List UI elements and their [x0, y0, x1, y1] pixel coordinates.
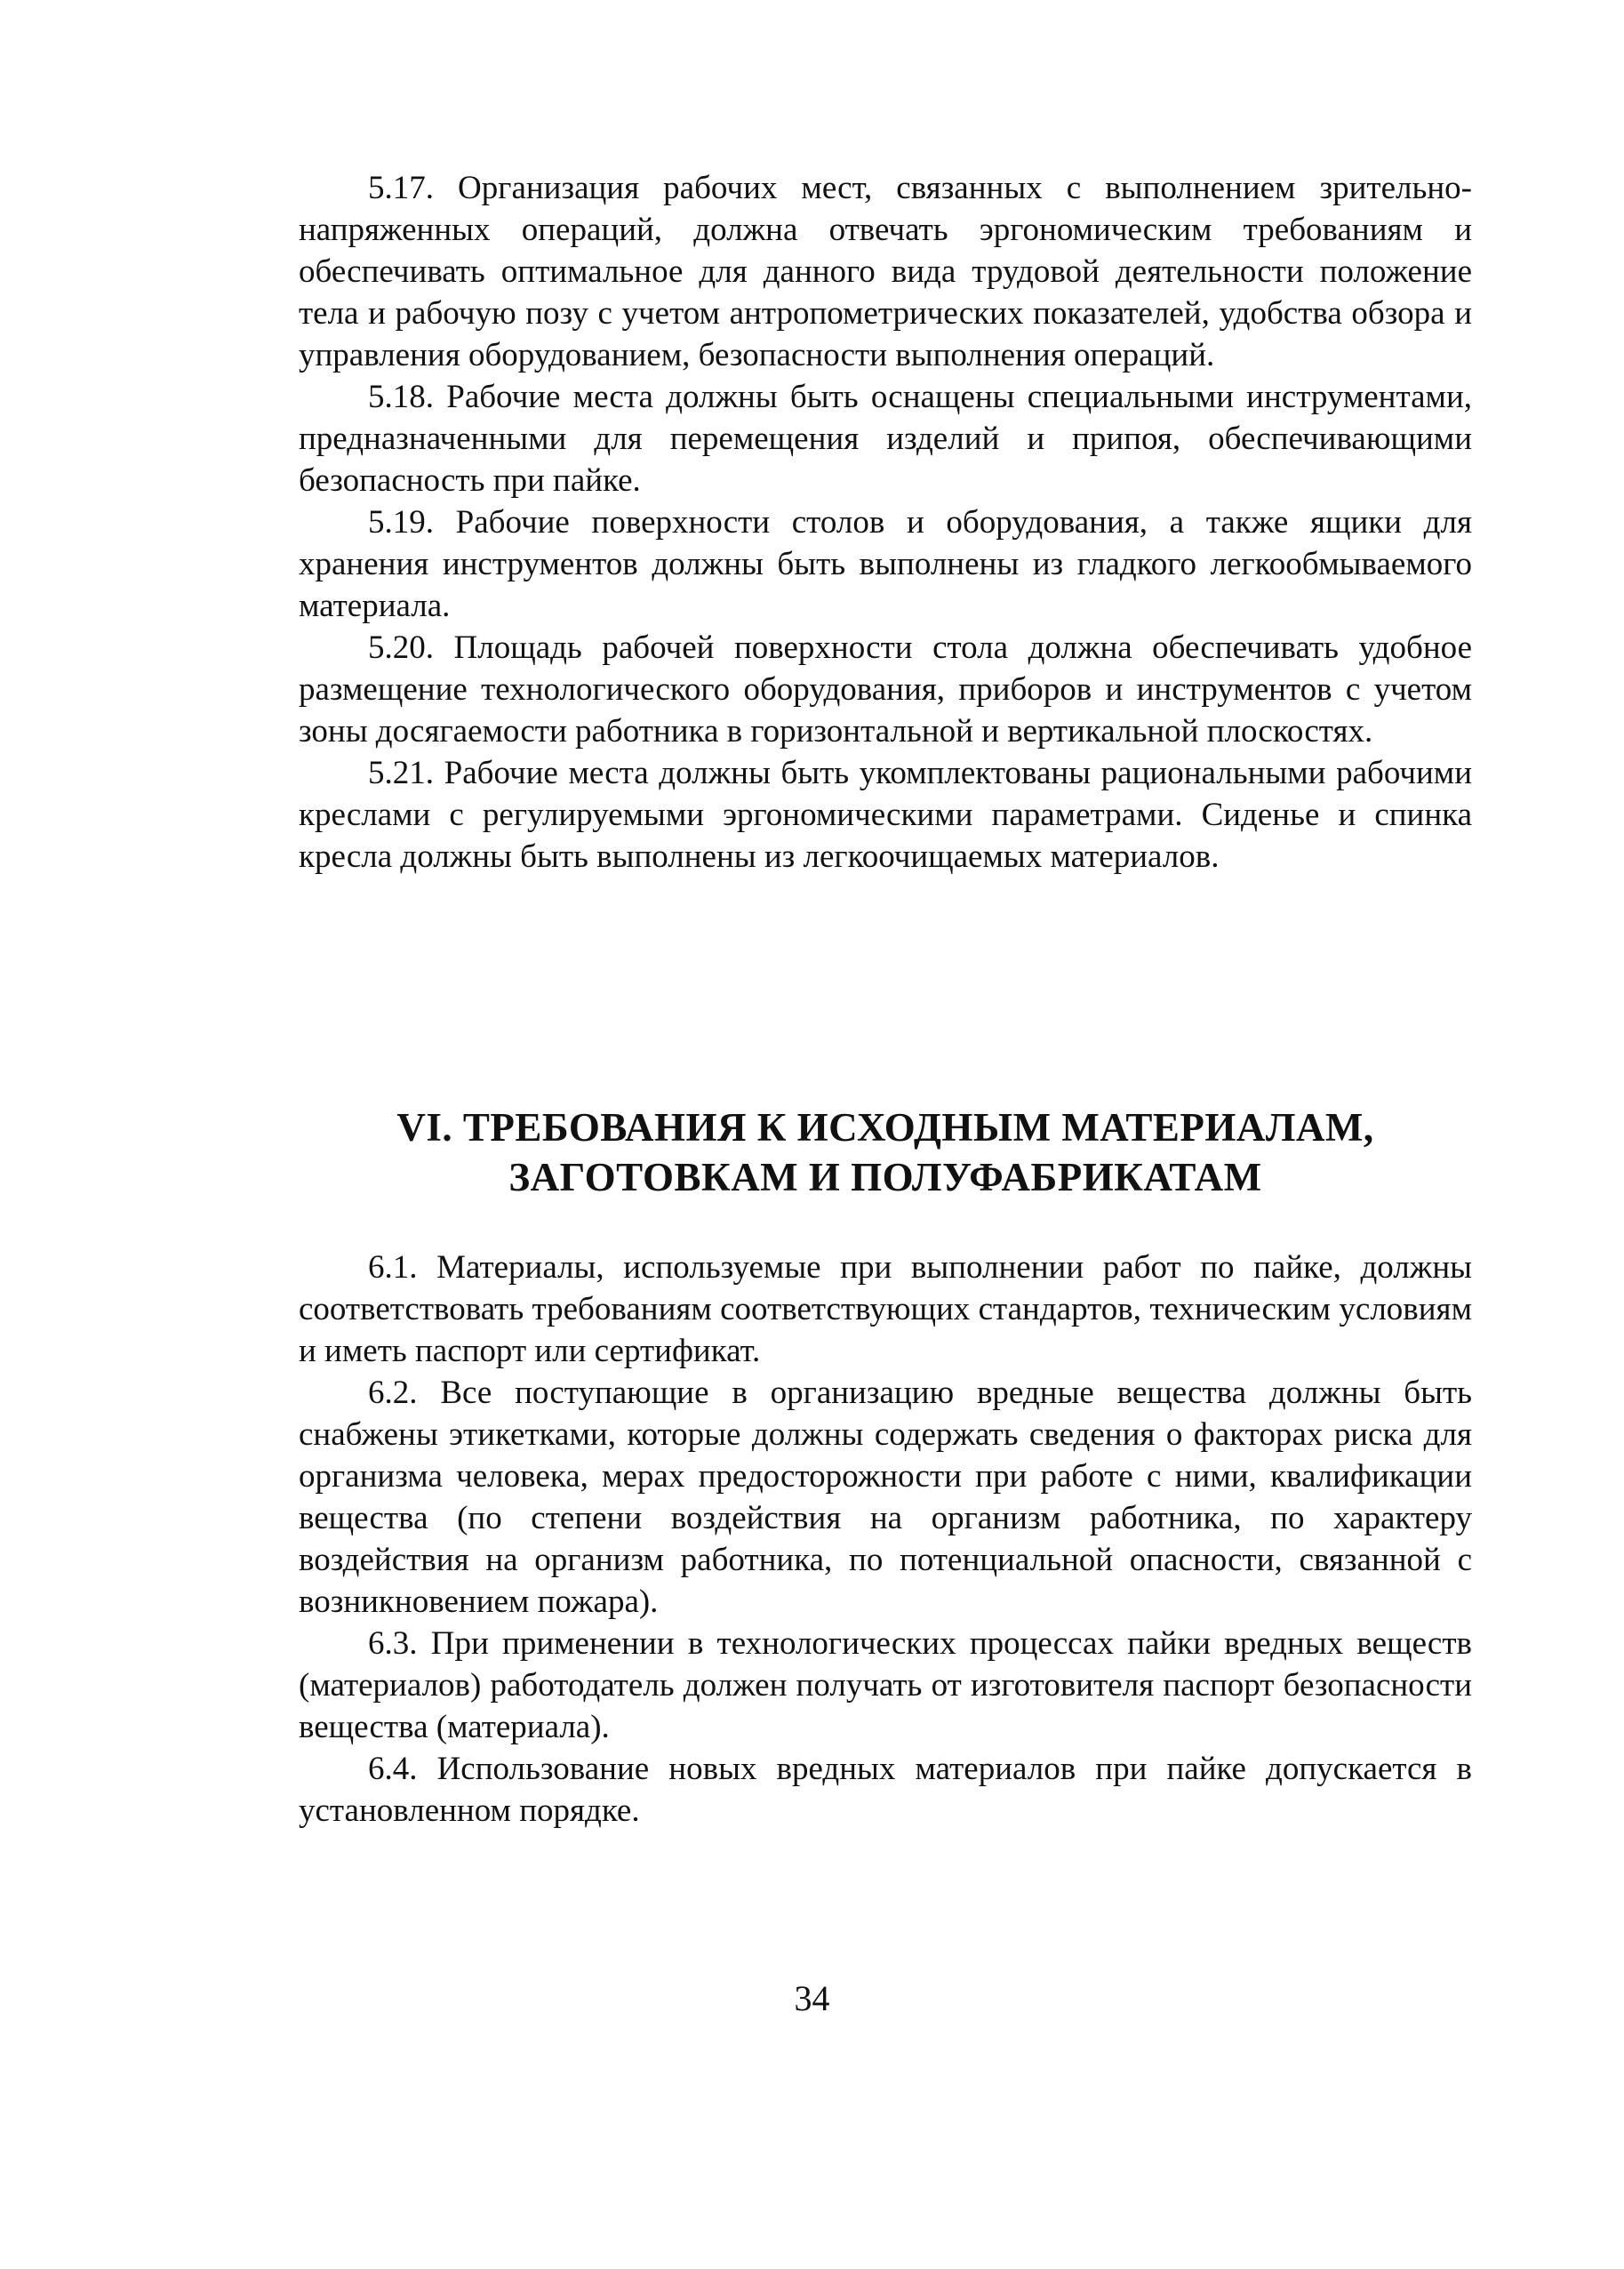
- paragraph-5-18: 5.18. Рабочие места должны быть оснащены специальными инструментами, предназначенными для перемещения изделий и припоя, обеспечивающими безопасность при пайке.: [299, 379, 1472, 499]
- paragraph-5-20: 5.20. Площадь рабочей поверхности стола должна обеспечивать удобное размещение технологического оборудования, приборов и инструментов с учетом зоны досягаемости работника в горизонтальной и вертикальной плоскостях.: [299, 629, 1472, 750]
- paragraph-5-19: 5.19. Рабочие поверхности столов и оборудования, а также ящики для хранения инструментов должны быть выполнены из гладкого легкообмываемого материала.: [299, 504, 1472, 624]
- paragraph-5-17: 5.17. Организация рабочих мест, связанных с выполнением зрительно-напряженных операций, должна отвечать эргономическим требованиям и обеспечивать оптимальное для данного вида трудовой деятельности положение тела и рабочую позу с учетом антропометрических показателей, удобства обзора и управления оборудованием, безопасности выполнения операций.: [299, 170, 1472, 373]
- page-number: 34: [794, 1978, 830, 2018]
- section-5-text: [299, 167, 1472, 878]
- paragraph-5-21: 5.21. Рабочие места должны быть укомплектованы рациональными рабочими креслами с регулируемыми эргономическими параметрами. Сиденье и спинка кресла должны быть выполнены из легкоочищаемых материалов.: [299, 755, 1472, 875]
- section-6-heading-line-1: VI. ТРЕБОВАНИЯ К ИСХОДНЫМ МАТЕРИАЛАМ,: [396, 1105, 1374, 1150]
- section-6-heading: [299, 1102, 1472, 1202]
- section-6-text: [299, 1247, 1472, 1832]
- paragraph-6-1: 6.1. Материалы, используемые при выполнении работ по пайке, должны соответствовать требованиям соответствующих стандартов, техническим условиям и иметь паспорт или сертификат.: [299, 1249, 1472, 1369]
- paragraph-6-4: 6.4. Использование новых вредных материалов при пайке допускается в установленном порядке.: [299, 1751, 1472, 1829]
- paragraph-6-2: 6.2. Все поступающие в организацию вредные вещества должны быть снабжены этикетками, которые должны содержать сведения о факторах риска для организма человека, мерах предосторожности при работе с ними, квалификации вещества (по степени воздействия на организм работника, по характеру воздействия на организм работника, по потенциальной опасности, связанной с возникновением пожара).: [299, 1375, 1472, 1620]
- paragraph-6-3: 6.3. При применении в технологических процессах пайки вредных веществ (материалов) работодатель должен получать от изготовителя паспорт безопасности вещества (материала).: [299, 1625, 1472, 1745]
- section-6-heading-line-2: ЗАГОТОВКАМ И ПОЛУФАБРИКАТАМ: [508, 1155, 1262, 1199]
